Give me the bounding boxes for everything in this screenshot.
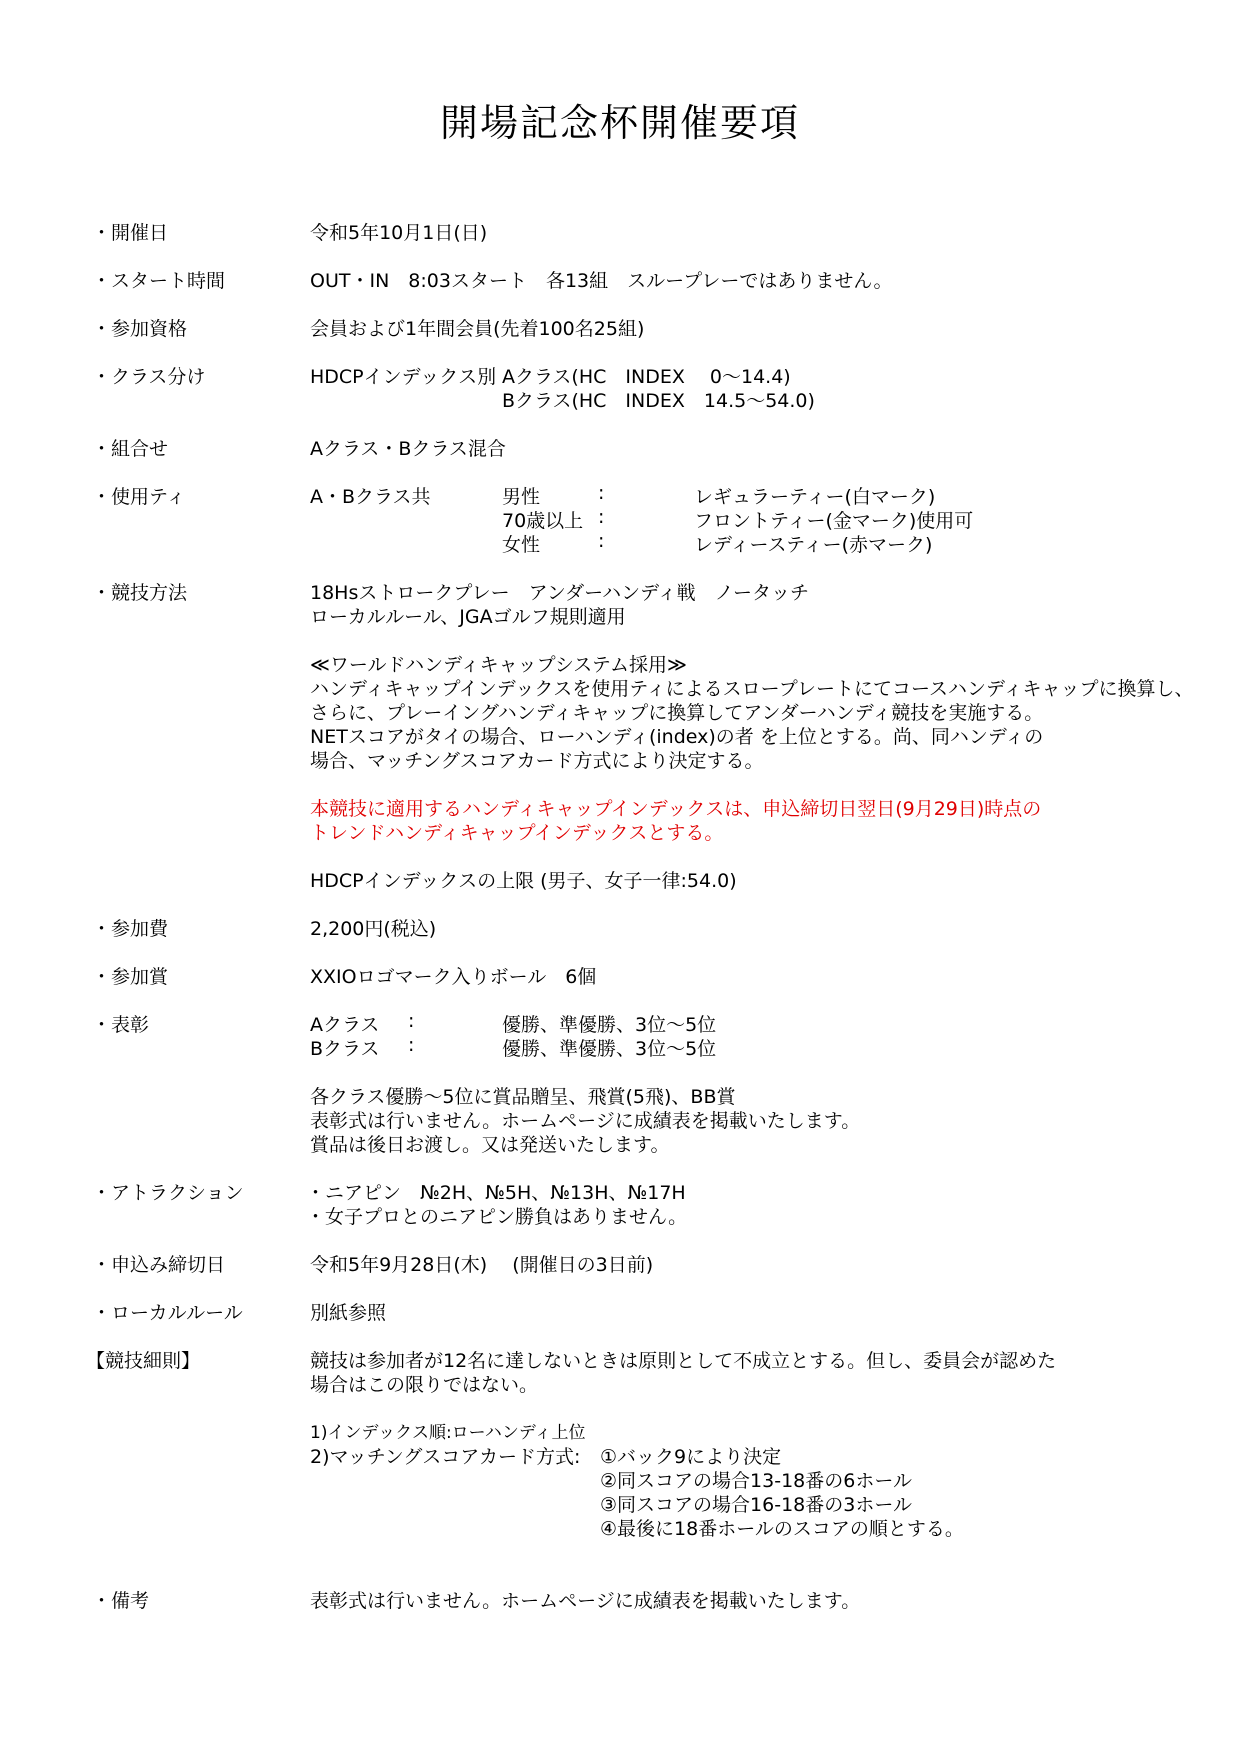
award-prizes: 優勝、準優勝、3位～5位 bbox=[502, 1014, 717, 1036]
tee-row-sep: : bbox=[598, 530, 605, 552]
notice-line: 本競技に適用するハンディキャップインデックスは、申込締切日翌日(9月29日)時点の bbox=[310, 798, 1042, 820]
local-rules-value: 別紙参照 bbox=[310, 1302, 387, 1324]
attraction-line: ・ニアピン №2H、№5H、№13H、№17H bbox=[306, 1182, 686, 1204]
class-b: Bクラス(HC INDEX 14.5～54.0) bbox=[502, 390, 815, 412]
tee-row-tee: レギュラーティー(白マーク) bbox=[694, 486, 936, 508]
tee-row-tee: レディースティー(赤マーク) bbox=[694, 534, 933, 556]
tiebreak-step: ④最後に18番ホールのスコアの順とする。 bbox=[600, 1518, 964, 1540]
deadline-value: 令和5年9月28日(木) (開催日の3日前) bbox=[310, 1254, 654, 1276]
format-line: 18Hsストロークプレー アンダーハンディ戦 ノータッチ bbox=[310, 582, 810, 604]
award-sep: : bbox=[408, 1010, 415, 1032]
deadline-label: ・申込み締切日 bbox=[92, 1254, 226, 1276]
tees-label: ・使用ティ bbox=[92, 486, 186, 508]
notice-line: トレンドハンディキャップインデックスとする。 bbox=[310, 822, 724, 844]
class-a: Aクラス(HC INDEX 0～14.4) bbox=[502, 366, 791, 388]
whs-line: ハンディキャップインデックスを使用ティによるスロープレートにてコースハンディキャップに換算し、 bbox=[310, 678, 1194, 700]
whs-line: NETスコアがタイの場合、ローハンディ(index)の者 を上位とする。尚、同ハンディの bbox=[310, 726, 1044, 748]
tee-row-who: 男性 bbox=[502, 486, 541, 508]
tiebreak-2-label: 2)マッチングスコアカード方式: bbox=[310, 1446, 581, 1468]
tiebreak-1: 1)インデックス順:ローハンディ上位 bbox=[310, 1423, 586, 1443]
date-value: 令和5年10月1日(日) bbox=[310, 222, 488, 244]
award-sep: : bbox=[408, 1034, 415, 1056]
prize-label: ・参加賞 bbox=[92, 966, 169, 988]
award-prizes: 優勝、準優勝、3位～5位 bbox=[502, 1038, 717, 1060]
award-note: 各クラス優勝～5位に賞品贈呈、飛賞(5飛)、BB賞 bbox=[310, 1086, 736, 1108]
award-class: Bクラス bbox=[310, 1038, 380, 1060]
pairing-label: ・組合せ bbox=[92, 438, 169, 460]
fee-label: ・参加費 bbox=[92, 918, 169, 940]
fee-value: 2,200円(税込) bbox=[310, 918, 437, 940]
tee-row-who: 70歳以上 bbox=[502, 510, 584, 532]
prize-value: XXIOロゴマーク入りボール 6個 bbox=[310, 966, 597, 988]
tee-row-sep: : bbox=[598, 506, 605, 528]
date-label: ・開催日 bbox=[92, 222, 169, 244]
classes-label: ・クラス分け bbox=[92, 366, 206, 388]
format-line: ローカルルール、JGAゴルフ規則適用 bbox=[310, 606, 626, 628]
remarks-value: 表彰式は行いません。ホームページに成績表を掲載いたします。 bbox=[310, 1590, 861, 1612]
rules-line: 場合はこの限りではない。 bbox=[310, 1374, 539, 1396]
eligibility-label: ・参加資格 bbox=[92, 318, 188, 340]
eligibility-value: 会員および1年間会員(先着100名25組) bbox=[310, 318, 645, 340]
classes-value: HDCPインデックス別 bbox=[310, 366, 497, 388]
rules-label: 【競技細則】 bbox=[86, 1350, 201, 1372]
remarks-label: ・備考 bbox=[92, 1590, 150, 1612]
rules-line: 競技は参加者が12名に達しないときは原則として不成立とする。但し、委員会が認めた bbox=[310, 1350, 1057, 1372]
awards-label: ・表彰 bbox=[92, 1014, 150, 1036]
whs-line: さらに、プレーイングハンディキャップに換算してアンダーハンディ競技を実施する。 bbox=[310, 702, 1044, 724]
start-time-value: OUT・IN 8:03スタート 各13組 スループレーではありません。 bbox=[310, 270, 893, 292]
local-rules-label: ・ローカルルール bbox=[92, 1302, 243, 1324]
hdcp-cap: HDCPインデックスの上限 (男子、女子一律:54.0) bbox=[310, 870, 737, 892]
tiebreak-step: ③同スコアの場合16-18番の3ホール bbox=[600, 1494, 912, 1516]
pairing-value: Aクラス・Bクラス混合 bbox=[310, 438, 506, 460]
tee-row-sep: : bbox=[598, 482, 605, 504]
tiebreak-step: ②同スコアの場合13-18番の6ホール bbox=[600, 1470, 912, 1492]
format-label: ・競技方法 bbox=[92, 582, 188, 604]
whs-line: 場合、マッチングスコアカード方式により決定する。 bbox=[310, 750, 764, 772]
attraction-line: ・女子プロとのニアピン勝負はありません。 bbox=[306, 1206, 688, 1228]
award-note: 賞品は後日お渡し。又は発送いたします。 bbox=[310, 1134, 670, 1156]
award-note: 表彰式は行いません。ホームページに成績表を掲載いたします。 bbox=[310, 1110, 861, 1132]
whs-heading: ≪ワールドハンディキャップシステム採用≫ bbox=[310, 654, 687, 676]
award-class: Aクラス bbox=[310, 1014, 380, 1036]
tiebreak-step: ①バック9により決定 bbox=[600, 1446, 782, 1468]
start-time-label: ・スタート時間 bbox=[92, 270, 226, 292]
page-title: 開場記念杯開催要項 bbox=[439, 101, 800, 145]
tees-value: A・Bクラス共 bbox=[310, 486, 431, 508]
tee-row-who: 女性 bbox=[502, 534, 541, 556]
attraction-label: ・アトラクション bbox=[92, 1182, 244, 1204]
tee-row-tee: フロントティー(金マーク)使用可 bbox=[694, 510, 974, 532]
